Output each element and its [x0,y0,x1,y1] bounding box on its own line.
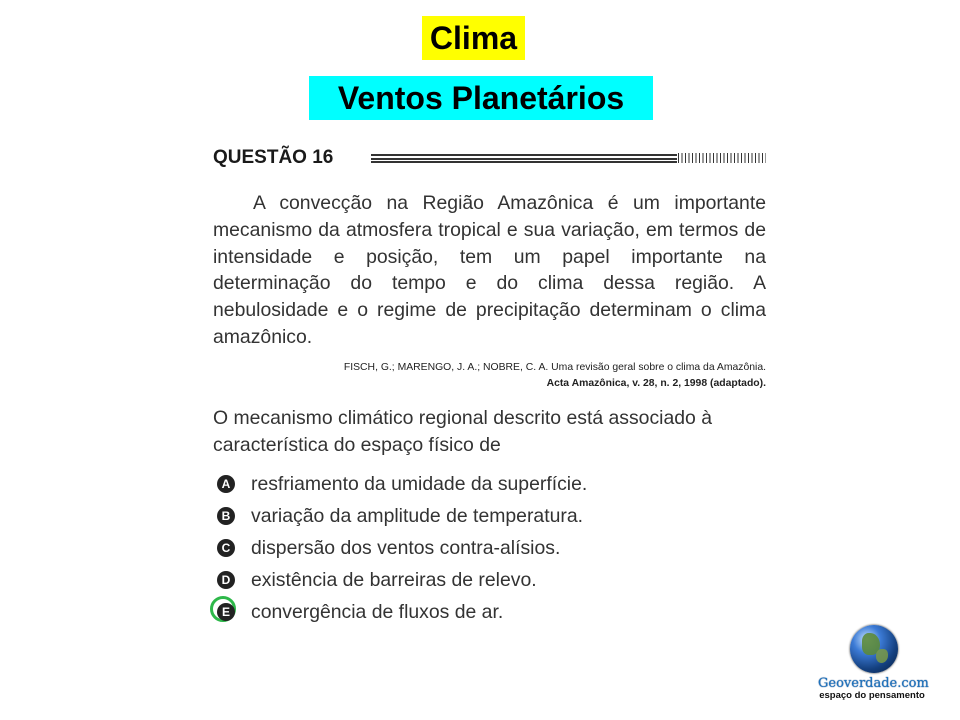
brand-name[interactable]: Geoverdade.com [818,676,929,691]
option-e-text: convergência de fluxos de ar. [251,601,504,623]
heading-rule [371,154,677,163]
option-c-badge: C [217,539,235,557]
option-e-badge: E [217,603,235,621]
globe-icon [850,625,898,673]
option-c-text: dispersão dos ventos contra-alísios. [251,537,561,559]
question-prompt: O mecanismo climático regional descrito está associado à característica do espaço físico de [213,407,712,456]
brand-tagline: espaço do pensamento [819,690,925,701]
question-paragraph: A convecção na Região Amazônica é um importante mecanismo da atmosfera tropical e sua variação, em termos de intensidade e posição, tem um papel importante na determinação do tempo e do clima dessa região. A nebulosidade e o regime de precipitação determinam o clima amazônico. [213,192,766,348]
option-d-badge: D [217,571,235,589]
slide-title: Clima [422,16,525,60]
option-d-text: existência de barreiras de relevo. [251,569,537,591]
citation [213,360,766,392]
option-b-text: variação da amplitude de temperatura. [251,505,583,527]
option-b-badge: B [217,507,235,525]
citation-line-2: Acta Amazônica, v. 28, n. 2, 1998 (adaptado). [546,378,766,389]
option-a-badge: A [217,475,235,493]
option-a-text: resfriamento da umidade da superfície. [251,473,588,495]
slide-subtitle: Ventos Planetários [309,76,653,120]
heading-ticks [678,153,766,163]
citation-line-1: FISCH, G.; MARENGO, J. A.; NOBRE, C. A. Uma revisão geral sobre o clima da Amazônia. [343,362,766,373]
question-heading: QUESTÃO 16 [213,147,334,168]
